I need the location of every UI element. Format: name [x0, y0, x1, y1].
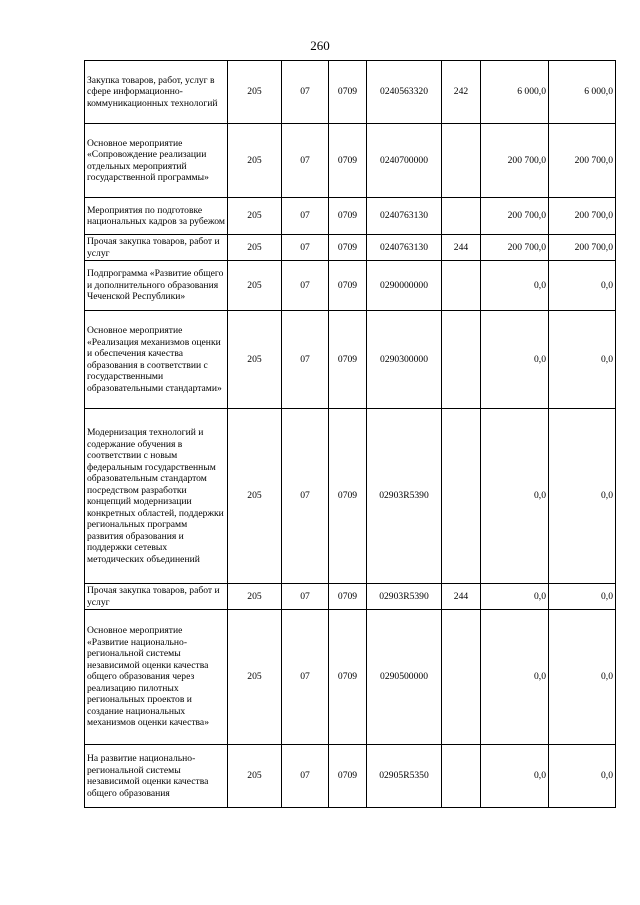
target-code: 0290000000 [367, 261, 442, 311]
target-code: 0240700000 [367, 124, 442, 198]
table-row [85, 409, 616, 584]
approved-amount: 200 700,0 [549, 124, 616, 198]
section-code: 07 [282, 61, 329, 124]
target-code: 0240763130 [367, 235, 442, 261]
budget-table-body [85, 61, 616, 808]
approved-amount: 6 000,0 [549, 61, 616, 124]
section-code: 07 [282, 745, 329, 808]
table-row [85, 61, 616, 124]
expense-code [442, 198, 481, 235]
row-name: Модернизация технологий и содержание обучения в соответствии с новым федеральным государственным образовательным стандартом посредством разработки концепций модернизации конкретных областей, поддержки региональных программ развития образования и поддержки сетевых методических объединений [85, 409, 228, 584]
amount: 0,0 [481, 584, 549, 610]
subsection-code: 0709 [329, 610, 367, 745]
row-name: Основное мероприятие «Развитие национально-региональной системы независимой оценки качества общего образования через реализацию пилотных региональных проектов и создание национальных механизмов оценки качества» [85, 610, 228, 745]
table-row [85, 235, 616, 261]
subsection-code: 0709 [329, 745, 367, 808]
ministry-code: 205 [228, 311, 282, 409]
expense-code: 244 [442, 235, 481, 261]
section-code: 07 [282, 584, 329, 610]
ministry-code: 205 [228, 61, 282, 124]
page-number: 260 [310, 38, 330, 53]
table-row [85, 610, 616, 745]
amount: 200 700,0 [481, 235, 549, 261]
approved-amount: 0,0 [549, 745, 616, 808]
approved-amount: 0,0 [549, 409, 616, 584]
row-name: Прочая закупка товаров, работ и услуг [85, 235, 228, 261]
table-row [85, 261, 616, 311]
ministry-code: 205 [228, 610, 282, 745]
section-code: 07 [282, 610, 329, 745]
ministry-code: 205 [228, 235, 282, 261]
target-code: 02903R5390 [367, 409, 442, 584]
target-code: 0290300000 [367, 311, 442, 409]
section-code: 07 [282, 261, 329, 311]
expense-code [442, 745, 481, 808]
row-name: Закупка товаров, работ, услуг в сфере информационно-коммуникационных технологий [85, 61, 228, 124]
amount: 0,0 [481, 311, 549, 409]
ministry-code: 205 [228, 124, 282, 198]
target-code: 02903R5390 [367, 584, 442, 610]
row-name: Подпрограмма «Развитие общего и дополнительного образования Чеченской Республики» [85, 261, 228, 311]
amount: 0,0 [481, 261, 549, 311]
target-code: 0240763130 [367, 198, 442, 235]
table-row [85, 745, 616, 808]
budget-table [84, 60, 616, 808]
amount: 0,0 [481, 745, 549, 808]
subsection-code: 0709 [329, 61, 367, 124]
amount: 200 700,0 [481, 124, 549, 198]
expense-code [442, 311, 481, 409]
expense-code [442, 261, 481, 311]
approved-amount: 0,0 [549, 584, 616, 610]
ministry-code: 205 [228, 261, 282, 311]
expense-code [442, 610, 481, 745]
approved-amount: 200 700,0 [549, 198, 616, 235]
section-code: 07 [282, 409, 329, 584]
row-name: На развитие национально-региональной системы независимой оценки качества общего образования [85, 745, 228, 808]
subsection-code: 0709 [329, 261, 367, 311]
approved-amount: 0,0 [549, 261, 616, 311]
subsection-code: 0709 [329, 198, 367, 235]
table-row [85, 584, 616, 610]
expense-code [442, 409, 481, 584]
subsection-code: 0709 [329, 584, 367, 610]
subsection-code: 0709 [329, 409, 367, 584]
ministry-code: 205 [228, 584, 282, 610]
row-name: Мероприятия по подготовке национальных кадров за рубежом [85, 198, 228, 235]
target-code: 02905R5350 [367, 745, 442, 808]
approved-amount: 200 700,0 [549, 235, 616, 261]
table-row [85, 311, 616, 409]
subsection-code: 0709 [329, 235, 367, 261]
section-code: 07 [282, 311, 329, 409]
row-name: Основное мероприятие «Сопровождение реализации отдельных мероприятий государственной программы» [85, 124, 228, 198]
subsection-code: 0709 [329, 311, 367, 409]
expense-code: 244 [442, 584, 481, 610]
approved-amount: 0,0 [549, 311, 616, 409]
section-code: 07 [282, 235, 329, 261]
approved-amount: 0,0 [549, 610, 616, 745]
amount: 0,0 [481, 409, 549, 584]
section-code: 07 [282, 124, 329, 198]
table-row [85, 124, 616, 198]
amount: 200 700,0 [481, 198, 549, 235]
target-code: 0240563320 [367, 61, 442, 124]
expense-code [442, 124, 481, 198]
row-name: Основное мероприятие «Реализация механизмов оценки и обеспечения качества образования в соответствии с государственными образовательными стандартами» [85, 311, 228, 409]
row-name: Прочая закупка товаров, работ и услуг [85, 584, 228, 610]
ministry-code: 205 [228, 198, 282, 235]
target-code: 0290500000 [367, 610, 442, 745]
amount: 0,0 [481, 610, 549, 745]
amount: 6 000,0 [481, 61, 549, 124]
subsection-code: 0709 [329, 124, 367, 198]
table-row [85, 198, 616, 235]
expense-code: 242 [442, 61, 481, 124]
ministry-code: 205 [228, 409, 282, 584]
ministry-code: 205 [228, 745, 282, 808]
section-code: 07 [282, 198, 329, 235]
